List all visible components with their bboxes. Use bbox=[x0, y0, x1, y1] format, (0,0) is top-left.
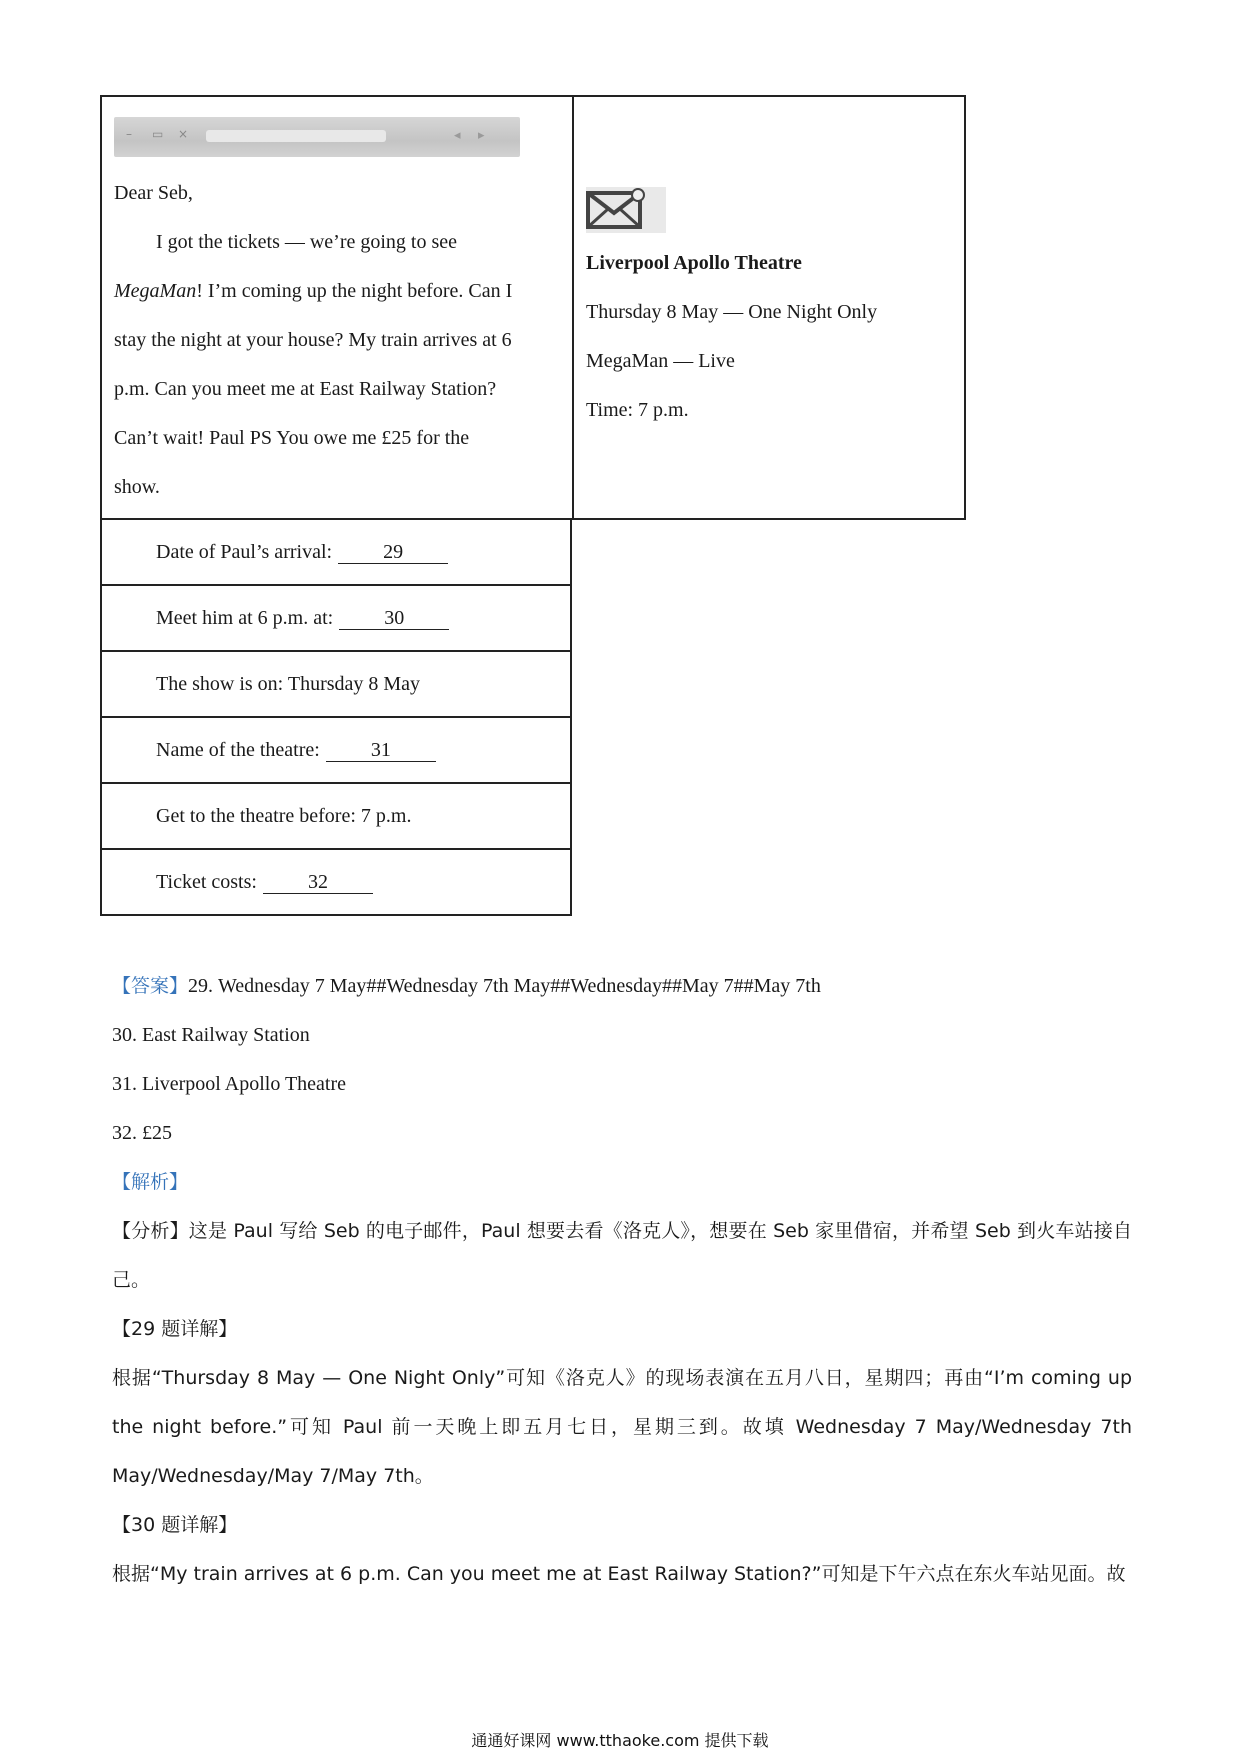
form-row bbox=[100, 586, 572, 652]
q30-heading: 【30 题详解】 bbox=[112, 1514, 238, 1536]
email-cell bbox=[100, 95, 572, 520]
show-act: MegaMan — Live bbox=[586, 350, 735, 372]
form-row bbox=[100, 652, 572, 718]
row-label: Date of Paul’s arrival: bbox=[156, 540, 333, 563]
answer-blank: 29 bbox=[338, 541, 448, 564]
answer-29-text: 29. Wednesday 7 May##Wednesday 7th May##Wednesday##May 7##May 7th bbox=[188, 975, 821, 997]
email-window-toolbar bbox=[114, 117, 520, 157]
answer-31: 31. Liverpool Apollo Theatre bbox=[112, 1073, 347, 1095]
form-row bbox=[100, 718, 572, 784]
email-line: stay the night at your house? My train arrives at 6 bbox=[114, 329, 512, 351]
analysis-paragraph: 【分析】这是 Paul 写给 Seb 的电子邮件，Paul 想要去看《洛克人》，想要在 Seb 家里借宿，并希望 Seb 到火车站接自己。 bbox=[112, 1220, 1132, 1291]
email-body bbox=[114, 169, 564, 512]
notice-text bbox=[586, 239, 877, 435]
email-line: p.m. Can you meet me at East Railway Station? bbox=[114, 378, 497, 400]
back-arrow-icon: ◂ bbox=[454, 128, 461, 143]
row-label: Name of the theatre: bbox=[156, 738, 320, 761]
answer-29 bbox=[112, 962, 1132, 1011]
q29-explanation: 根据“Thursday 8 May — One Night Only”可知《洛克人》的现场表演在五月八日，星期四；再由“I’m coming up the night before.”可知 Paul 前一天晚上即五月七日，星期三到。故填 Wednesday 7 May/Wednesday 7th May/Wednesday/May 7/May 7th。 bbox=[112, 1367, 1132, 1487]
row-label: Ticket costs: bbox=[156, 870, 257, 893]
show-name: MegaMan bbox=[114, 280, 197, 302]
email-line: Can’t wait! Paul PS You owe me £25 for the bbox=[114, 427, 470, 449]
analysis-tag: 【解析】 bbox=[112, 1171, 189, 1193]
maximize-icon: ▭ bbox=[152, 127, 164, 141]
row-label: Get to the theatre before: 7 p.m. bbox=[156, 804, 412, 827]
email-line bbox=[114, 267, 564, 316]
email-line: I got the tickets — we’re going to see bbox=[156, 231, 458, 253]
email-line: show. bbox=[114, 476, 160, 498]
theatre-name: Liverpool Apollo Theatre bbox=[586, 252, 802, 274]
show-date: Thursday 8 May — One Night Only bbox=[586, 301, 878, 323]
answer-blank: 31 bbox=[326, 739, 436, 762]
form-row bbox=[100, 784, 572, 850]
forward-arrow-icon: ▸ bbox=[478, 128, 485, 143]
answer-tag: 【答案】 bbox=[112, 975, 189, 997]
answer-blank: 30 bbox=[339, 607, 449, 630]
row-label: The show is on: Thursday 8 May bbox=[156, 672, 421, 695]
show-time: Time: 7 p.m. bbox=[586, 399, 689, 421]
answer-30: 30. East Railway Station bbox=[112, 1024, 310, 1046]
answer-blank: 32 bbox=[263, 871, 373, 894]
answer-32: 32. £25 bbox=[112, 1122, 172, 1144]
address-bar bbox=[206, 130, 386, 142]
notes-form bbox=[100, 518, 572, 916]
q29-heading: 【29 题详解】 bbox=[112, 1318, 238, 1340]
answer-section bbox=[112, 962, 1132, 1599]
envelope-icon bbox=[586, 187, 666, 233]
email-line-rest: ! I’m coming up the night before. Can I bbox=[196, 280, 513, 302]
minimize-icon: – bbox=[126, 127, 132, 141]
q30-explanation: 根据“My train arrives at 6 p.m. Can you meet me at East Railway Station?”可知是下午六点在东火车站见面。故 bbox=[112, 1563, 1126, 1585]
email-greeting: Dear Seb, bbox=[114, 182, 193, 204]
form-row bbox=[100, 518, 572, 586]
close-icon: × bbox=[178, 127, 189, 141]
page-footer: 通通好课网 www.tthaoke.com 提供下载 bbox=[471, 1731, 769, 1750]
form-row bbox=[100, 850, 572, 916]
row-label: Meet him at 6 p.m. at: bbox=[156, 606, 334, 629]
theatre-notice-cell bbox=[572, 95, 966, 520]
